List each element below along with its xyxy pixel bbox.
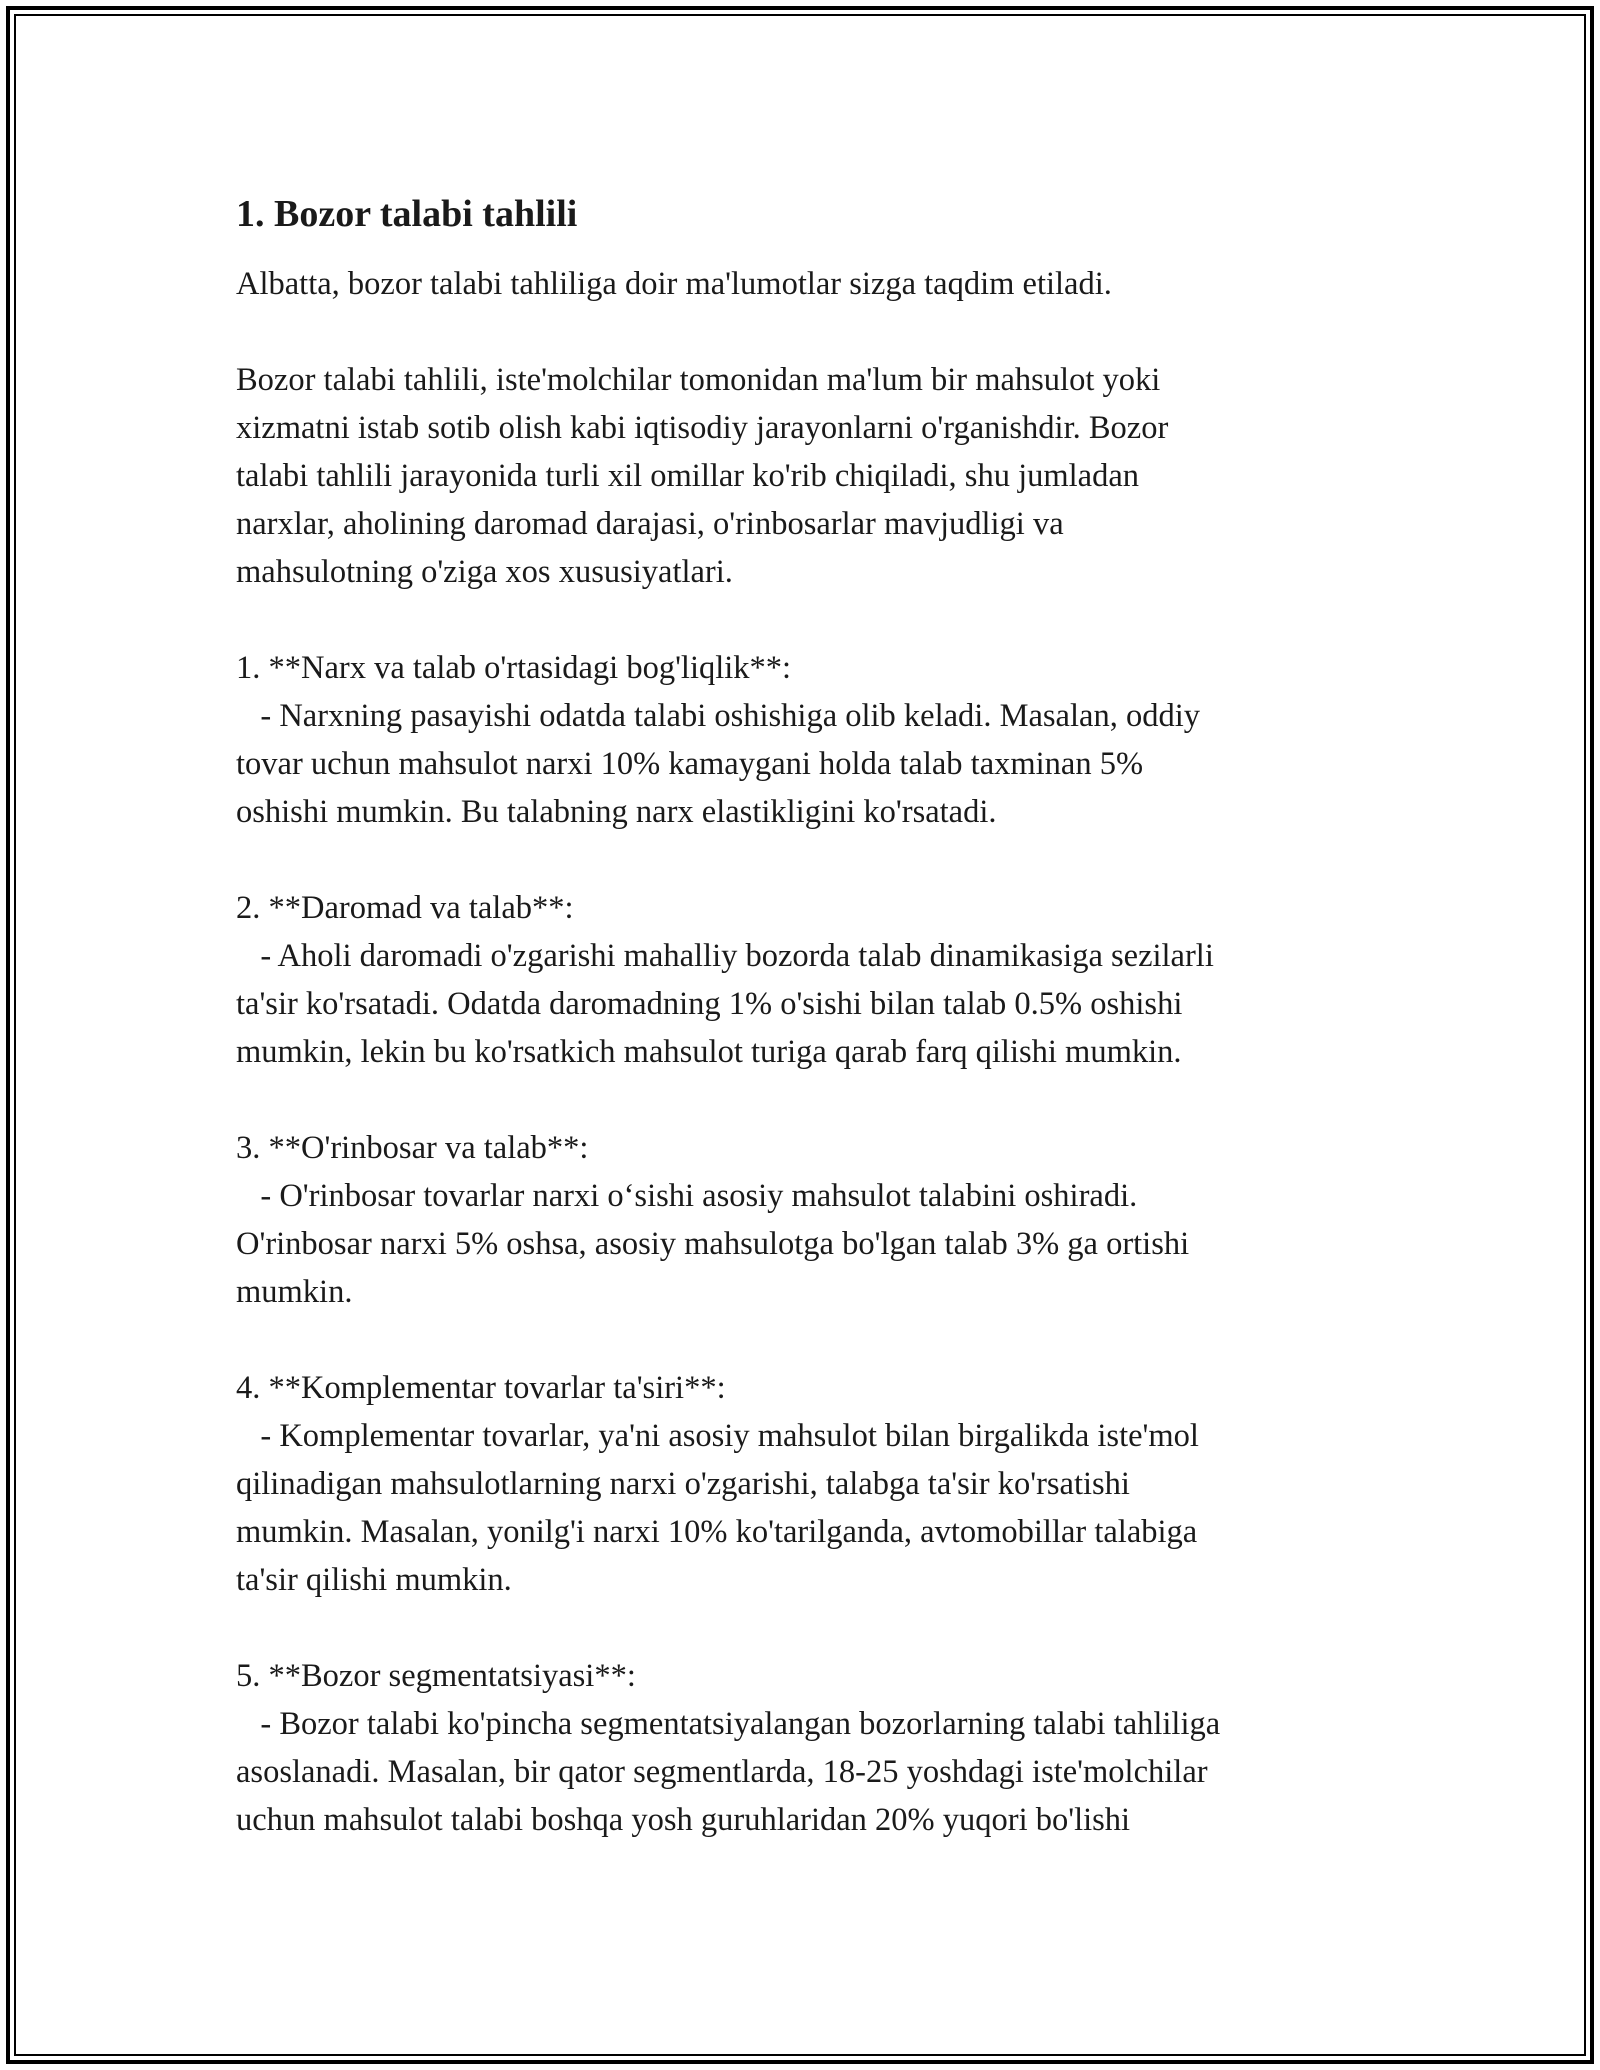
paragraph-definition: Bozor talabi tahlili, iste'molchilar tomonidan ma'lum bir mahsulot yoki xizmatni istab sotib olish kabi iqtisodiy jarayonlarni o'rganishdir. Bozor talabi tahlili jarayonida turli xil omillar ko'rib chiqiladi, shu jumladan narxlar, aholining daromad darajasi, o'rinbosarlar mavjudligi va mahsulotning o'ziga xos xususiyatlari. — [236, 362, 1169, 590]
section-complementary-goods: 4. **Komplementar tovarlar ta'siri**: - Komplementar tovarlar, ya'ni asosiy mahsulot bilan birgalikda iste'mol qilinadigan mahsulotlarning narxi o'zgarishi, talabga ta'sir ko'rsatishi mumkin. Masalan, yonilg'i narxi 10% ko'tarilganda, avtomobillar talabiga ta'sir qilishi mumkin. — [236, 1370, 1199, 1598]
section-price-demand: 1. **Narx va talab o'rtasidagi bog'liqlik**: - Narxning pasayishi odatda talabi oshishiga olib keladi. Masalan, oddiy tovar uchun mahsulot narxi 10% kamaygani holda talab taxminan 5% oshishi mumkin. Bu talabning narx elastikligini ko'rsatadi. — [236, 650, 1200, 830]
document-title: 1. Bozor talabi tahlili — [236, 193, 578, 235]
section-market-segmentation: 5. **Bozor segmentatsiyasi**: - Bozor talabi ko'pincha segmentatsiyalangan bozorlarning talabi tahliliga asoslanadi. Masalan, bir qator segmentlarda, 18-25 yoshdagi iste'molchilar uchun mahsulot talabi boshqa yosh guruhlaridan 20% yuqori bo'lishi — [236, 1658, 1221, 1838]
document-body — [236, 186, 1366, 1892]
section-income-demand: 2. **Daromad va talab**: - Aholi daromadi o'zgarishi mahalliy bozorda talab dinamikasiga sezilarli ta'sir ko'rsatadi. Odatda daromadning 1% o'sishi bilan talab 0.5% oshishi mumkin, lekin bu ko'rsatkich mahsulot turiga qarab farq qilishi mumkin. — [236, 890, 1214, 1070]
paragraph-intro: Albatta, bozor talabi tahliliga doir ma'lumotlar sizga taqdim etiladi. — [236, 266, 1112, 302]
section-substitute-demand: 3. **O'rinbosar va talab**: - O'rinbosar tovarlar narxi o‘sishi asosiy mahsulot talabini oshiradi. O'rinbosar narxi 5% oshsa, asosiy mahsulotga bo'lgan talab 3% ga ortishi mumkin. — [236, 1130, 1190, 1310]
